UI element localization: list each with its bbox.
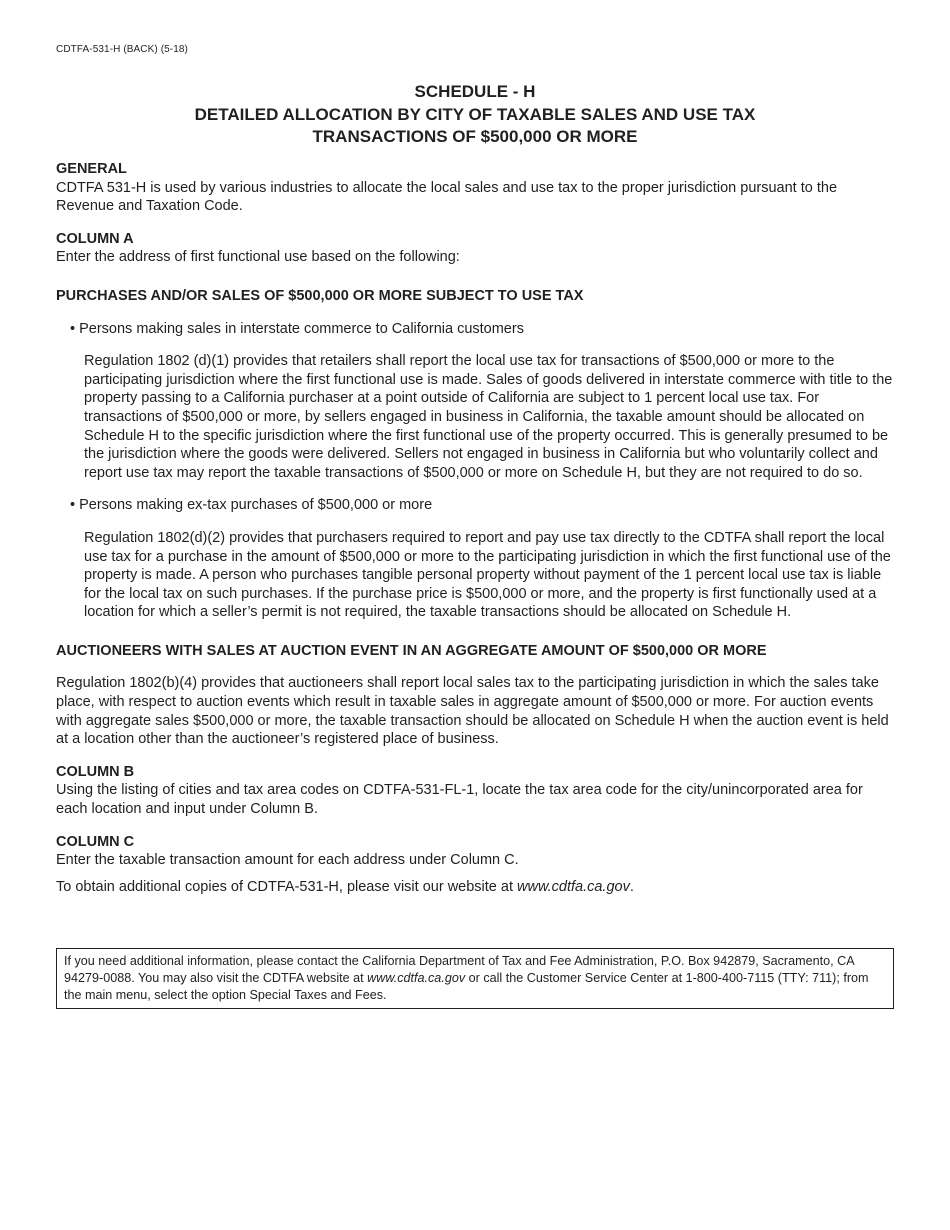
purchases-section <box>56 287 894 622</box>
title-line-3: TRANSACTIONS OF $500,000 OR MORE <box>312 127 638 146</box>
column-b-heading: COLUMN B <box>56 763 135 780</box>
purchases-heading: PURCHASES AND/OR SALES OF $500,000 OR MORE SUBJECT TO USE TAX <box>56 287 584 304</box>
column-a-text: Enter the address of first functional use based on the following: <box>56 249 460 266</box>
instructions-body <box>56 160 894 896</box>
copies-text: To obtain additional copies of CDTFA-531-H, please visit our website at www.cdtfa.ca.gov. <box>56 878 634 895</box>
bullet-ex-tax: • Persons making ex-tax purchases of $500,000 or more <box>56 496 894 515</box>
column-c-text: Enter the taxable transaction amount for each address under Column C. <box>56 852 519 869</box>
notice-website-link[interactable]: www.cdtfa.ca.gov <box>367 971 466 985</box>
column-a-heading: COLUMN A <box>56 230 134 247</box>
regulation-1802-d2-text: Regulation 1802(d)(2) provides that purchasers required to report and pay use tax directly to the CDTFA shall report the local use tax for a purchase in the amount of $500,000 or more to the participating jurisdiction in which the first functional use of the property is made. A person who purchases tangible personal property without payment of the 1 percent local use tax is liable for the local tax on such purchases. If the purchase price is $500,000 or more, and the property is first functionally used at a location for which a seller’s permit is not required, the taxable transactions should be allocated on Schedule H. <box>84 529 891 621</box>
auctioneers-section <box>56 642 894 749</box>
contact-notice-box: If you need additional information, please contact the California Department of Tax and Fee Administration, P.O. Box 942879, Sacramento, CA 94279-0088. You may also visit the CDTFA website at www.cdtfa.ca.gov or call the Customer Service Center at 1-800-400-7115 (TTY: 711); from the main menu, select the option Special Taxes and Fees. <box>56 948 894 1009</box>
column-b-text: Using the listing of cities and tax area codes on CDTFA-531-FL-1, locate the tax area code for the city/unincorporated area for each location and input under Column B. <box>56 782 863 818</box>
general-heading: GENERAL <box>56 161 127 177</box>
auctioneers-text: Regulation 1802(b)(4) provides that auctioneers shall report local sales tax to the participating jurisdiction in which the sales take place, with respect to auction events which result in taxable sales in aggregate amount of $500,000 or more. For auction events with aggregate sales $500,000 or more, the taxable transaction should be allocated on Schedule H when the auction event is held at a location other than the auctioneer’s registered place of business. <box>56 675 889 748</box>
general-section <box>56 160 894 216</box>
page-title <box>0 81 950 149</box>
column-c-heading: COLUMN C <box>56 833 135 850</box>
form-id: CDTFA-531-H (BACK) (5-18) <box>56 44 188 55</box>
title-line-2: DETAILED ALLOCATION BY CITY OF TAXABLE SALES AND USE TAX <box>194 104 756 124</box>
regulation-1802-d1-text: Regulation 1802 (d)(1) provides that retailers shall report the local use tax for transactions of $500,000 or more to the participating jurisdiction where the first functional use is made. Sales of goods delivered in interstate commerce with title to the property passing to a California purchaser at a point outside of California are subject to 1 percent local use tax. For transactions of $500,000 or more, by sellers engaged in business in California, the taxable amount should be allocated on Schedule H to the specific jurisdiction where the first functional use of the property occurred. This is generally presumed to be the jurisdiction where the goods were delivered. Sellers not engaged in business in California but who voluntarily collect and report use tax may report the taxable transactions of $500,000 or more on Schedule H, but they are not required to do so. <box>84 353 893 481</box>
auctioneers-heading: AUCTIONEERS WITH SALES AT AUCTION EVENT IN AN AGGREGATE AMOUNT OF $500,000 OR MORE <box>56 642 767 659</box>
column-b-section <box>56 763 894 819</box>
column-c-section <box>56 833 894 870</box>
general-text: CDTFA 531-H is used by various industries to allocate the local sales and use tax to the proper jurisdiction pursuant to the Revenue and Taxation Code. <box>56 179 838 215</box>
website-link[interactable]: www.cdtfa.ca.gov <box>517 878 630 895</box>
bullet-interstate: • Persons making sales in interstate commerce to California customers <box>56 320 894 339</box>
title-line-1: SCHEDULE - H <box>414 82 536 101</box>
column-a-section <box>56 230 894 267</box>
